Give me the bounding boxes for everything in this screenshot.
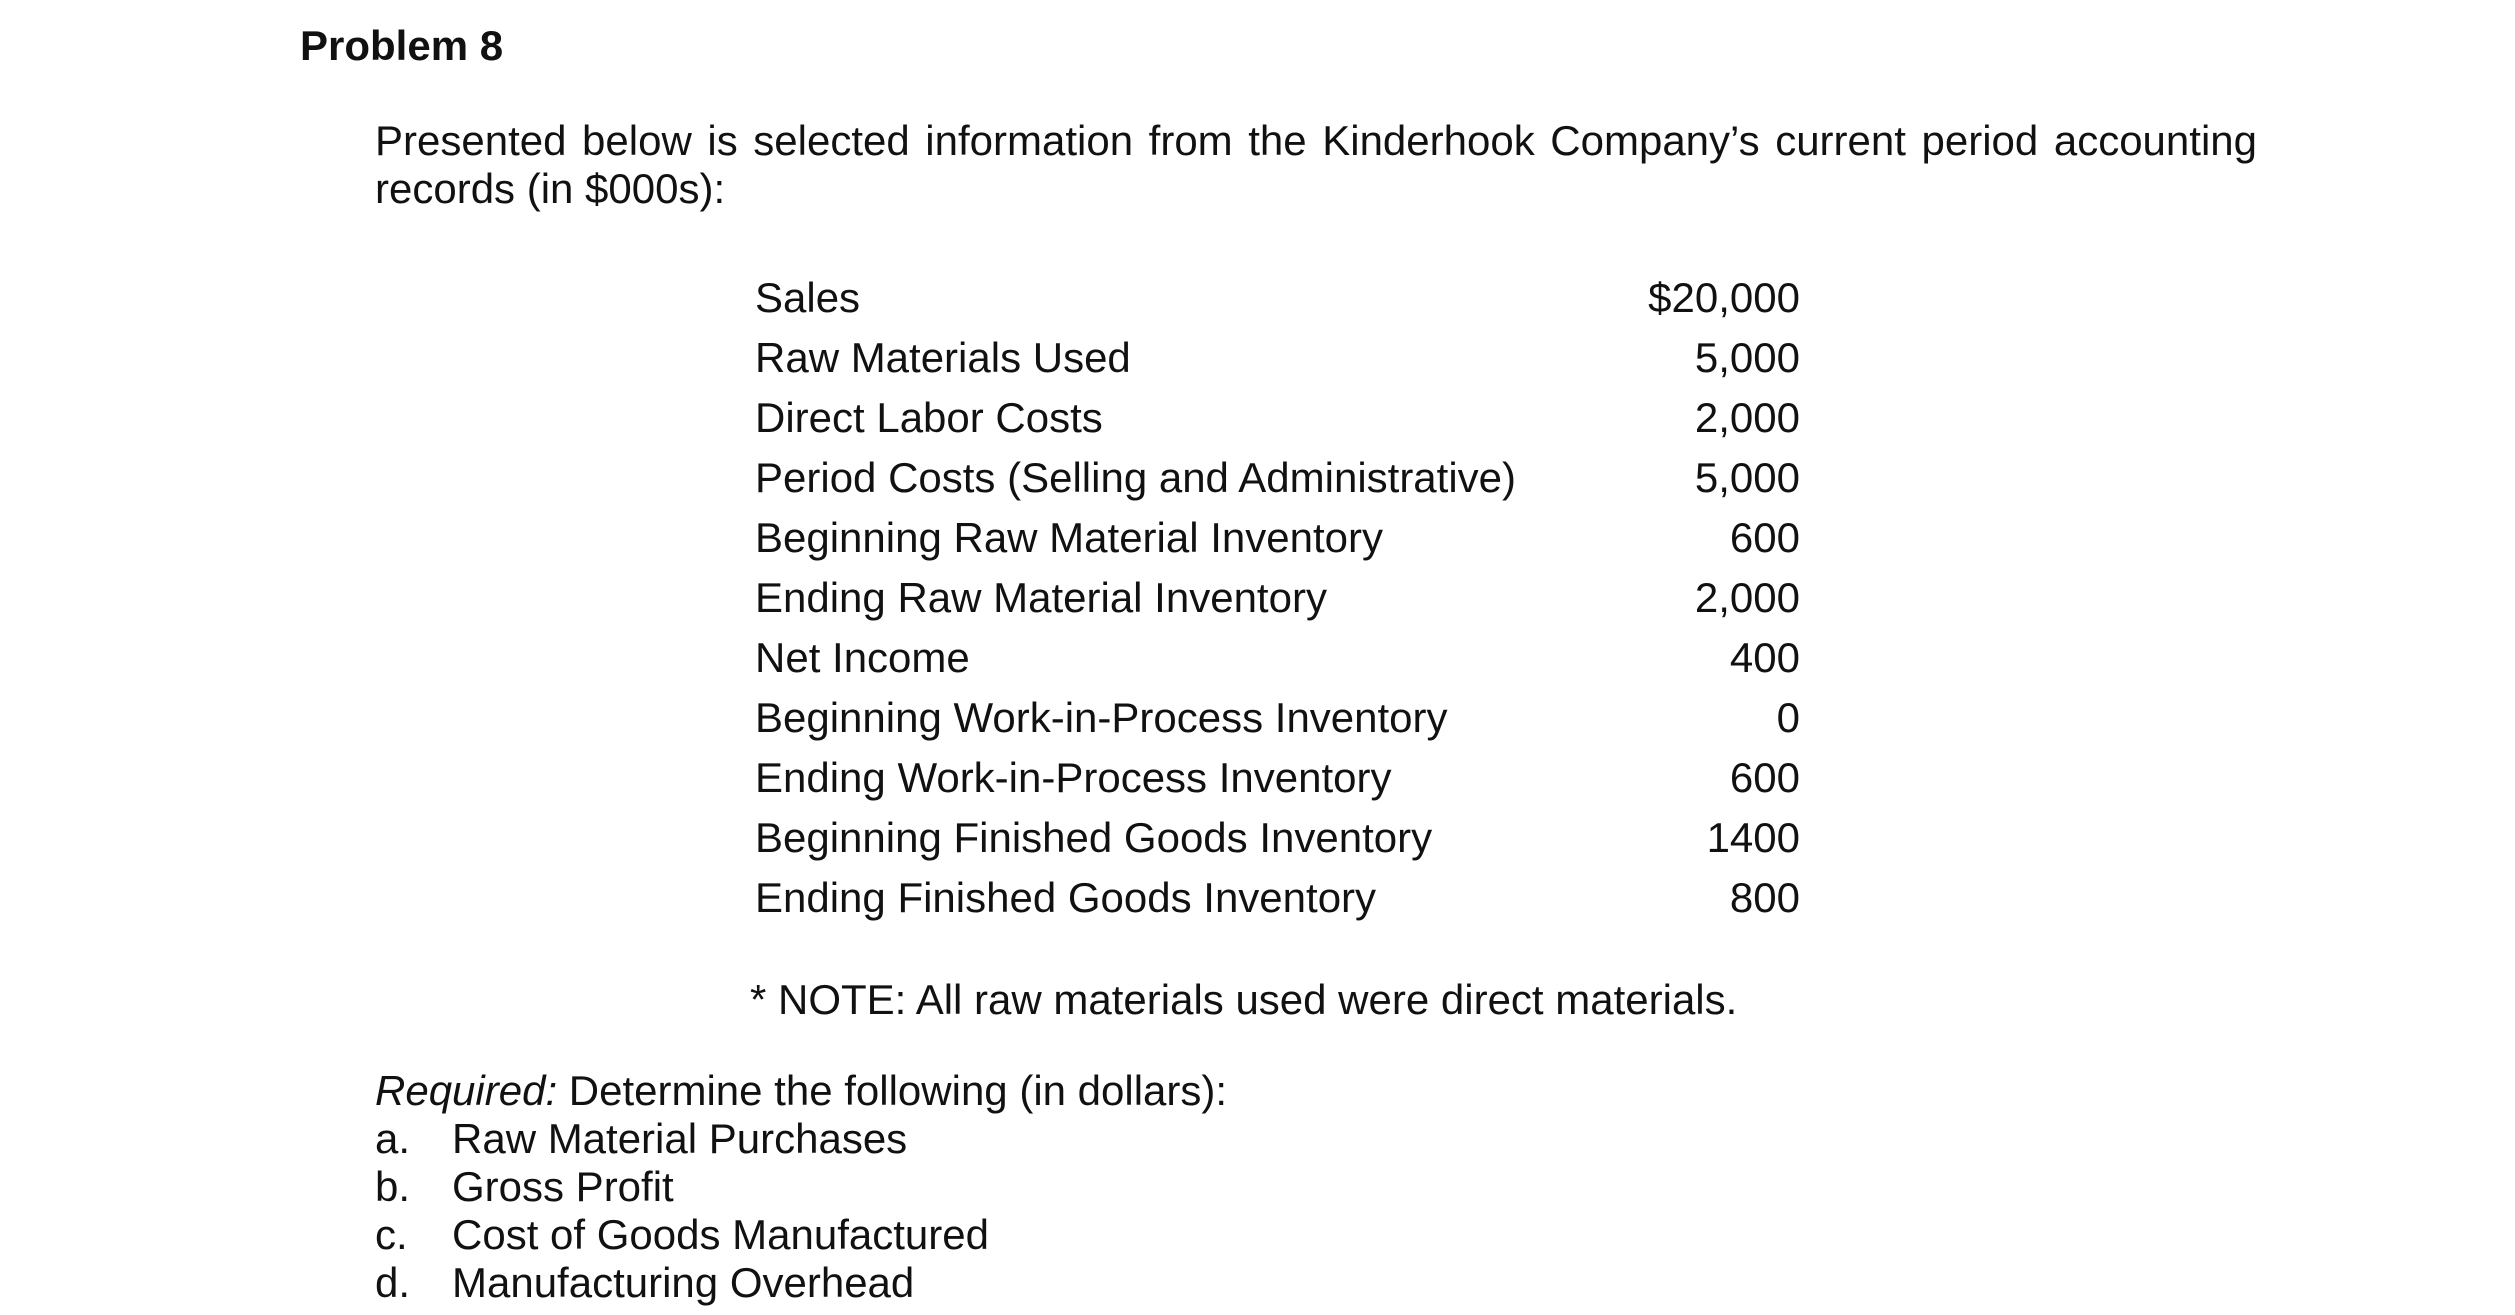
list-item-letter: d. [375,1259,411,1306]
required-label: Required: [375,1067,558,1114]
list-item [375,1211,989,1259]
row-label: Beginning Raw Material Inventory [755,514,1383,561]
row-label: Direct Labor Costs [755,394,1103,441]
row-value: 600 [1729,514,1800,561]
row-label: Raw Materials Used [755,334,1131,381]
table-row [755,508,1800,568]
list-item-text: Cost of Goods Manufactured [452,1211,989,1258]
table-row [755,628,1800,688]
row-label: Beginning Work-in-Process Inventory [755,694,1448,741]
table-row [755,868,1800,928]
list-item [375,1163,989,1211]
table-row [755,328,1800,388]
list-item-text: Gross Profit [452,1163,674,1210]
table-row [755,388,1800,448]
row-value: 5,000 [1694,334,1800,381]
list-item-text: Raw Material Purchases [452,1115,908,1162]
row-label: Sales [755,274,861,321]
row-value: 5,000 [1694,454,1800,501]
row-value: 2,000 [1694,394,1800,441]
required-heading [375,1067,1227,1115]
list-item-letter: a. [375,1115,411,1162]
row-value: 0 [1776,694,1800,741]
list-item-text: Manufacturing Overhead [452,1259,915,1306]
row-value: 1400 [1706,814,1800,861]
row-value: $20,000 [1648,274,1800,321]
row-label: Net Income [755,634,970,681]
row-label: Ending Work-in-Process Inventory [755,754,1392,801]
problem-title: Problem 8 [300,22,504,69]
table-row [755,568,1800,628]
accounting-records-table [755,268,1800,928]
row-label: Ending Finished Goods Inventory [755,874,1377,921]
table-row [755,448,1800,508]
row-label: Beginning Finished Goods Inventory [755,814,1433,861]
list-item-letter: b. [375,1163,411,1210]
table-row [755,268,1800,328]
row-value: 600 [1729,754,1800,801]
row-value: 400 [1729,634,1800,681]
table-row [755,688,1800,748]
row-value: 800 [1729,874,1800,921]
row-label: Period Costs (Selling and Administrative) [755,454,1517,501]
list-item-letter: c. [375,1211,408,1258]
table-row [755,808,1800,868]
table-row [755,748,1800,808]
required-text: Determine the following (in dollars): [557,1067,1228,1114]
list-item [375,1115,989,1163]
intro-paragraph: Presented below is selected information from the Kinderhook Company’s current period accounting records (in $000s): [375,117,2257,212]
list-item [375,1259,989,1307]
note-text: * NOTE: All raw materials used were direct materials. [750,976,1738,1023]
row-label: Ending Raw Material Inventory [755,574,1327,621]
required-list [375,1115,989,1307]
row-value: 2,000 [1694,574,1800,621]
